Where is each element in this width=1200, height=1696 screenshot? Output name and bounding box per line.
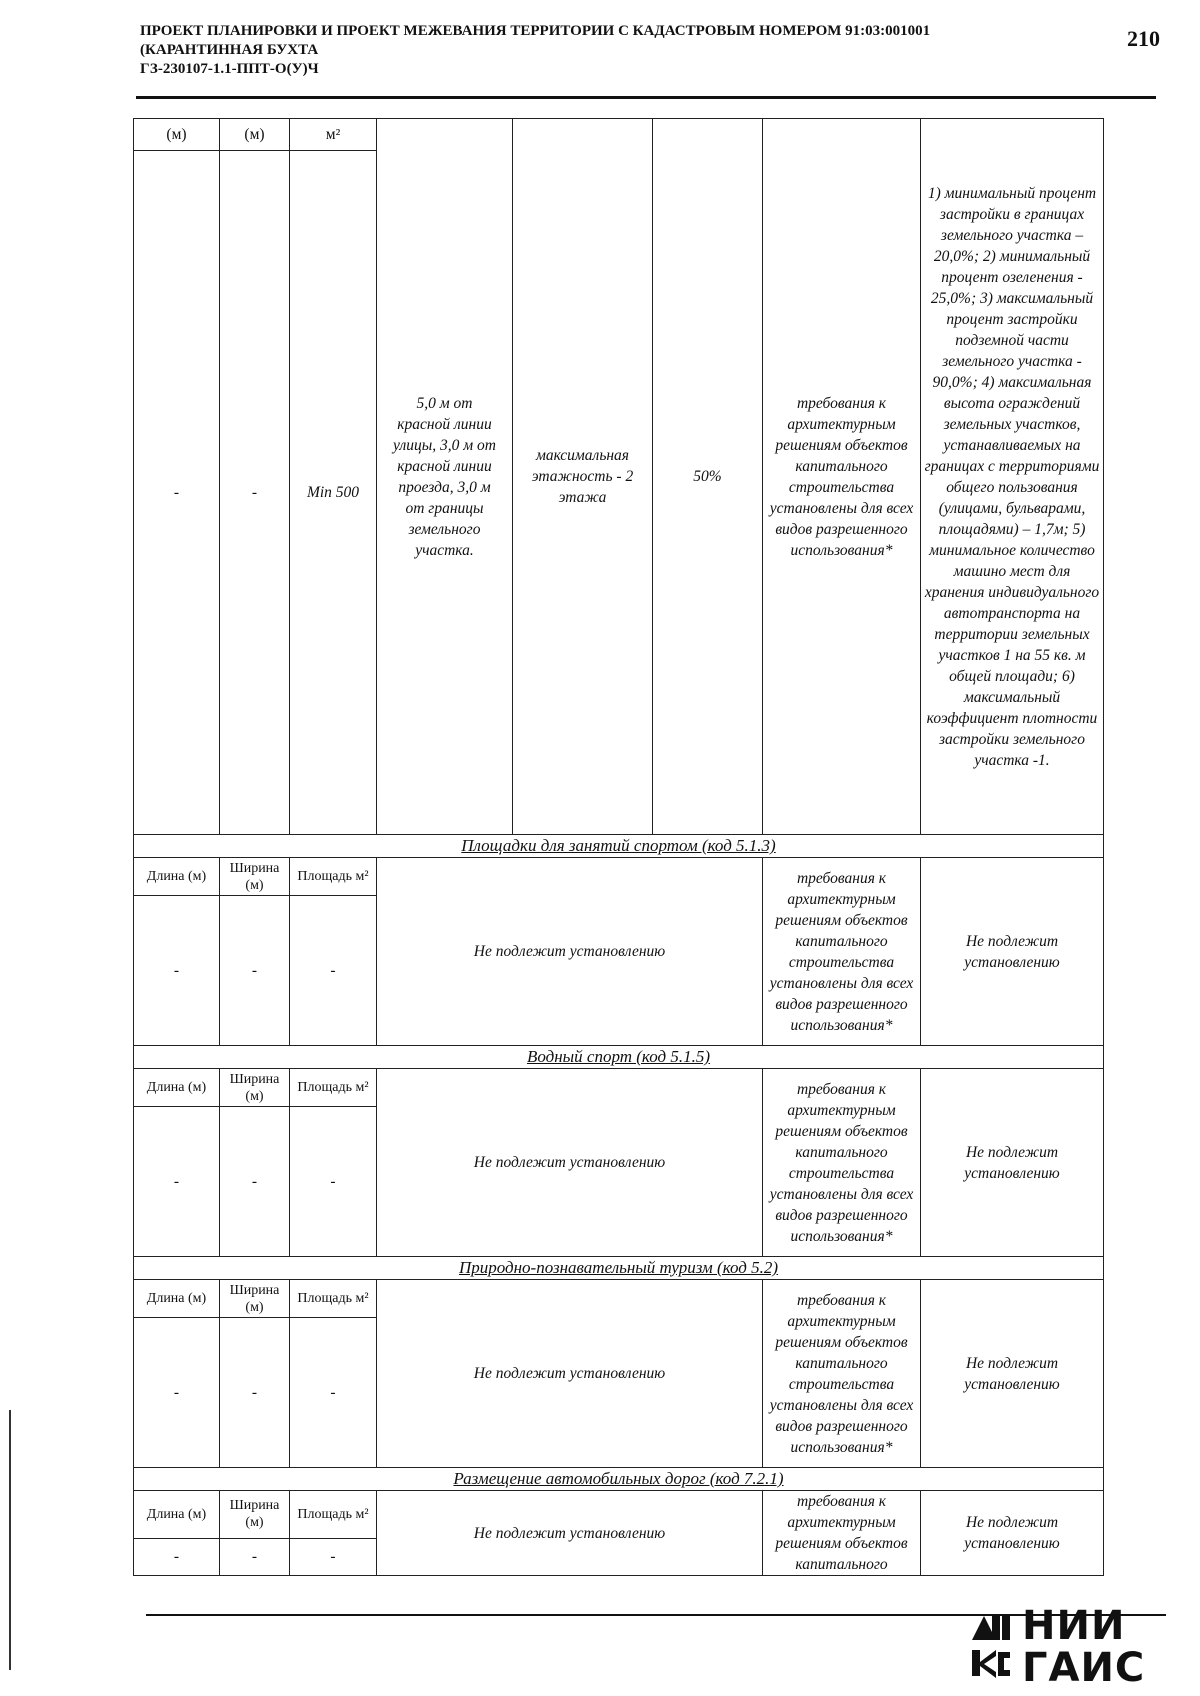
section-value-length: - [134,1107,220,1257]
col-header-length: Длина (м) [134,1069,220,1107]
section-title: Площадки для занятий спортом (код 5.1.3) [461,836,776,855]
section-header-row [134,858,1104,896]
section-title-row [134,1046,1104,1069]
logo-mark-icon [970,1612,1012,1682]
col-header-length: Длина (м) [134,858,220,896]
floors-cell: максимальная этажность - 2 этажа [513,119,653,835]
unit-width: (м) [220,119,290,151]
header-title-line1: ПРОЕКТ ПЛАНИРОВКИ И ПРОЕКТ МЕЖЕВАНИЯ ТЕРРИТОРИИ С КАДАСТРОВЫМ НОМЕРОМ 91:03:001001 [140,23,931,39]
section-middle-cell: Не подлежит установлению [377,858,763,1046]
value-width: - [220,151,290,835]
col-header-length: Длина (м) [134,1280,220,1318]
scan-edge-mark [9,1410,11,1670]
value-length: - [134,151,220,835]
section-header-row [134,1491,1104,1539]
notes-cell: 1) минимальный процент застройки в границах земельного участка – 20,0%; 2) минимальный процент озеленения - 25,0%; 3) максимальный процент застройки подземной части земельного участка - 90,0%; 4) максимальная высота ограждений земельных участков, устанавливаемых на границах с территориями общего пользования (улицами, бульварами, площадями) – 1,7м; 5) минимальное количество машино мест для хранения индивидуального автотранспорта на территории земельных участков 1 на 55 кв. м общей площади; 6) максимальный коэффициент плотности застройки земельного участка -1. [921,119,1104,835]
section-value-width: - [220,896,290,1046]
section-last-cell: Не подлежит установлению [921,858,1104,1046]
col-header-area: Площадь м² [290,1280,377,1318]
col-header-width: Ширина (м) [220,1280,290,1318]
unit-length: (м) [134,119,220,151]
section-requirements-cell: требования к архитектурным решениям объектов капитального [763,1491,921,1576]
col-header-width: Ширина (м) [220,858,290,896]
section-last-cell: Не подлежит установлению [921,1491,1104,1576]
section-title: Природно-познавательный туризм (код 5.2) [458,1258,779,1277]
section-value-length: - [134,896,220,1046]
requirements-cell: требования к архитектурным решениям объектов капитального строительства установлены для всех видов разрешенного использования* [763,119,921,835]
section-requirements-cell: требования к архитектурным решениям объектов капитального строительства установлены для всех видов разрешенного использования* [763,1069,921,1257]
section-value-width: - [220,1107,290,1257]
logo-text-nii: НИИ [1022,1603,1126,1649]
section-title-row [134,1468,1104,1491]
header-code: ГЗ-230107-1.1-ППТ-О(У)Ч [140,61,319,77]
col-header-area: Площадь м² [290,858,377,896]
unit-area: м² [290,119,377,151]
section-value-width: - [220,1318,290,1468]
section-middle-cell: Не подлежит установлению [377,1069,763,1257]
page-number: 210 [1127,26,1160,51]
col-header-width: Ширина (м) [220,1069,290,1107]
section-title: Водный спорт (код 5.1.5) [526,1047,711,1066]
section-middle-cell: Не подлежит установлению [377,1280,763,1468]
section-value-length: - [134,1318,220,1468]
logo-text-gais: ГАИС [1022,1645,1146,1691]
section-last-cell: Не подлежит установлению [921,1280,1104,1468]
regulations-table [133,118,1104,1576]
section-header-row [134,1069,1104,1107]
col-header-area: Площадь м² [290,1491,377,1539]
document-header [140,22,1090,79]
col-header-area: Площадь м² [290,1069,377,1107]
section-value-area: - [290,1538,377,1576]
section-value-width: - [220,1538,290,1576]
col-header-width: Ширина (м) [220,1491,290,1539]
section-middle-cell: Не подлежит установлению [377,1491,763,1576]
first-block-units-row [134,119,1104,151]
section-value-area: - [290,1107,377,1257]
section-requirements-cell: требования к архитектурным решениям объектов капитального строительства установлены для всех видов разрешенного использования* [763,858,921,1046]
niigais-logo [970,1604,1160,1694]
regulations-table-wrapper [133,118,1103,1576]
section-value-length: - [134,1538,220,1576]
col-header-length: Длина (м) [134,1491,220,1539]
section-last-cell: Не подлежит установлению [921,1069,1104,1257]
header-title-line2: (КАРАНТИННАЯ БУХТА [140,42,319,58]
section-title-row [134,835,1104,858]
header-divider [136,96,1156,99]
section-header-row [134,1280,1104,1318]
section-value-area: - [290,896,377,1046]
coverage-cell: 50% [653,119,763,835]
section-requirements-cell: требования к архитектурным решениям объектов капитального строительства установлены для всех видов разрешенного использования* [763,1280,921,1468]
section-value-area: - [290,1318,377,1468]
value-area: Min 500 [290,151,377,835]
section-title: Размещение автомобильных дорог (код 7.2.1) [453,1469,784,1488]
section-title-row [134,1257,1104,1280]
setback-cell: 5,0 м от красной линии улицы, 3,0 м от красной линии проезда, 3,0 м от границы земельного участка. [377,119,513,835]
